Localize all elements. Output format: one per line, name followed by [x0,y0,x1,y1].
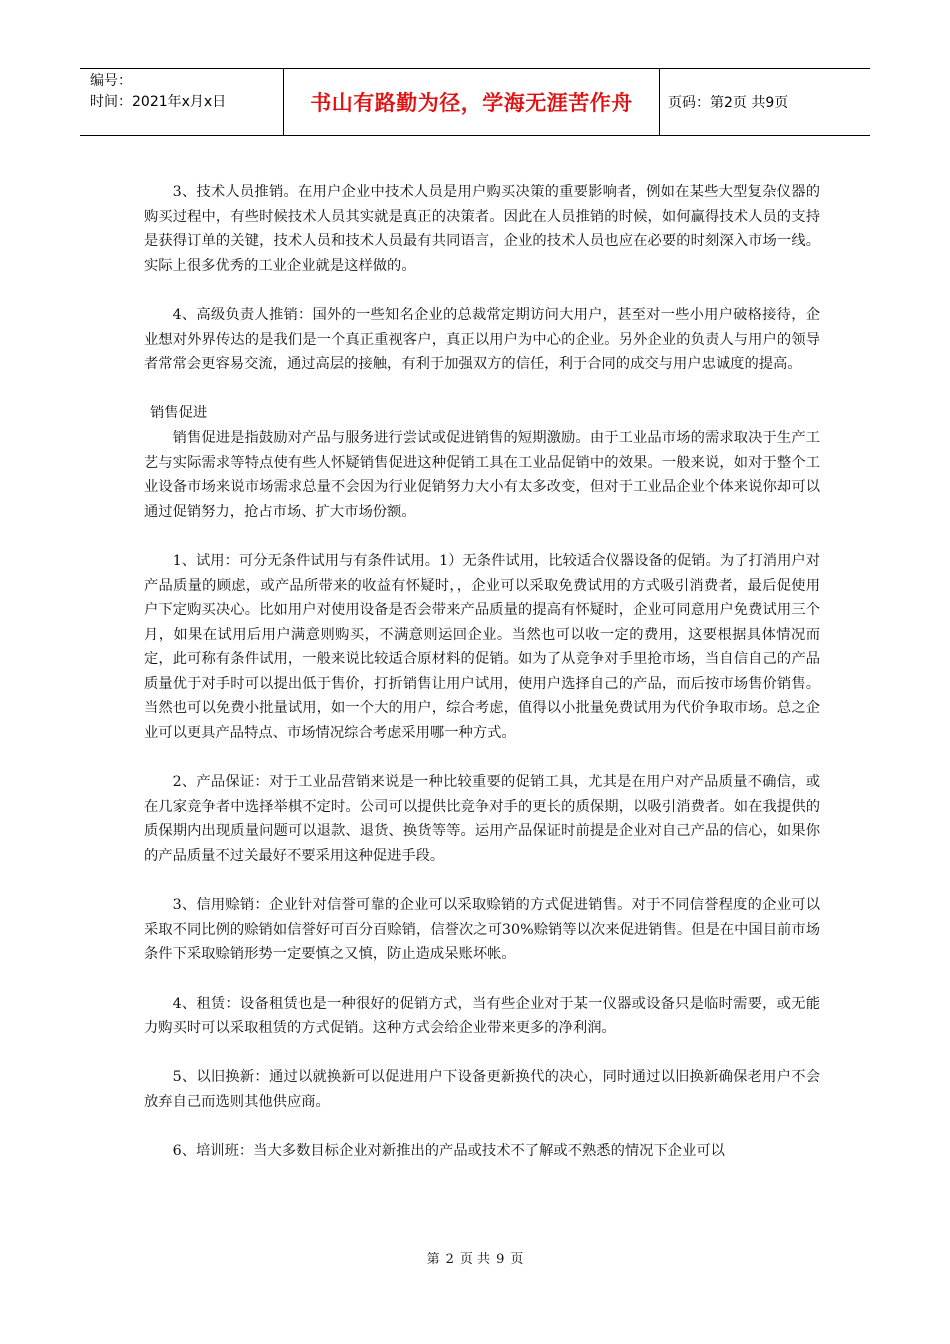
paragraph-executive-sales: 4、高级负责人推销：国外的一些知名企业的总裁常定期访问大用户，甚至对一些小用户破格接待，企业想对外界传达的是我们是一个真正重视客户，真正以用户为中心的企业。另外企业的负责人与用户的领导者常常会更容易交流，通过高层的接触，有利于加强双方的信任，利于合同的成交与用户忠诚度的提高。 [144,306,820,373]
section-heading-sales-promotion: 销售促进 [150,405,208,422]
paragraph-tech-staff-sales: 3、技术人员推销。在用户企业中技术人员是用户购买决策的重要影响者，例如在某些大型复杂仪器的购买过程中，有些时候技术人员其实就是真正的决策者。因此在人员推销的时候，如何赢得技术人员的支持是获得订单的关键，技术人员和技术人员最有共同语言，企业的技术人员也应在必要的时刻深入市场一线。实际上很多优秀的工业企业就是这样做的。 [144,184,820,274]
paragraph-trade-in: 5、以旧换新：通过以就换新可以促进用户下设备更新换代的决心，同时通过以旧换新确保老用户不会放弃自己而选则其他供应商。 [144,1069,820,1110]
footer-prefix: 第 [426,1252,440,1267]
footer-suffix: 页 [510,1252,524,1267]
date-label: 时间：2021年x月x日 [90,94,227,110]
footer-current-page: 2 [445,1252,454,1267]
page-footer [0,1248,950,1267]
footer-total-pages: 9 [496,1252,505,1267]
page-header [80,68,870,136]
paragraph-sales-promotion-intro: 销售促进是指鼓励对产品与服务进行尝试或促进销售的短期激励。由于工业品市场的需求取决于生产工艺与实际需求等特点使有些人怀疑销售促进这种促销工具在工业品促销中的效果。一般来说，如对于整个工业设备市场来说市场需求总量不会因为行业促销努力大小有太多改变，但对于工业品企业个体来说你却可以通过促销努力，抢占市场、扩大市场份额。 [144,429,820,520]
paragraph-training: 6、培训班：当大多数目标企业对新推出的产品或技术不了解或不熟悉的情况下企业可以 [172,1143,725,1160]
document-body [144,180,820,1164]
paragraph-trial: 1、试用：可分无条件试用与有条件试用。1）无条件试用，比较适合仪器设备的促销。为了打消用户对产品质量的顾虑，或产品所带来的收益有怀疑时，，企业可以采取免费试用的方式吸引消费者，最后促使用户下定购买决心。比如用户对使用设备是否会带来产品质量的提高有怀疑时，企业可同意用户免费试用三个月，如果在试用后用户满意则购买，不满意则运回企业。当然也可以收一定的费用，这要根据具体情况而定，此可称有条件试用，一般来说比较适合原材料的促销。如为了从竞争对手里抢市场，当自信自己的产品质量优于对手时可以提出低于售价，打折销售让用户试用，使用户选择自己的产品，而后按市场售价销售。当然也可以免费小批量试用，如一个大的用户，综合考虑，值得以小批量免费试用为代价争取市场。总之企业可以更具产品特点、市场情况综合考虑采用哪一种方式。 [144,552,821,742]
serial-number-label: 编号： [90,73,132,89]
header-page-info: 页码：第2页 共9页 [668,95,789,111]
footer-middle: 页 共 [459,1252,491,1267]
paragraph-credit-sales: 3、信用赊销：企业针对信誉可靠的企业可以采取赊销的方式促进销售。对于不同信誉程度的企业可以采取不同比例的赊销如信誉好可百分百赊销，信誉次之可30%赊销等以次来促进销售。但是在中国目前市场条件下采取赊销形势一定要慎之又慎，防止造成呆账坏帐。 [144,897,820,963]
paragraph-product-guarantee: 2、产品保证：对于工业品营销来说是一种比较重要的促销工具，尤其是在用户对产品质量不确信，或在几家竞争者中选择举棋不定时。公司可以提供比竞争对手的更长的质保期，以吸引消费者。如在我提供的质保期内出现质量问题可以退款、退货、换货等等。运用产品保证时前提是企业对自己产品的信心，如果你的产品质量不过关最好不要采用这种促进手段。 [144,774,820,865]
paragraph-leasing: 4、租赁：设备租赁也是一种很好的促销方式，当有些企业对于某一仪器或设备只是临时需要，或无能力购买时可以采取租赁的方式促销。这种方式会给企业带来更多的净利润。 [144,995,820,1037]
header-meta-cell [80,69,284,135]
header-motto: 书山有路勤为径，学海无涯苦作舟 [284,69,660,135]
